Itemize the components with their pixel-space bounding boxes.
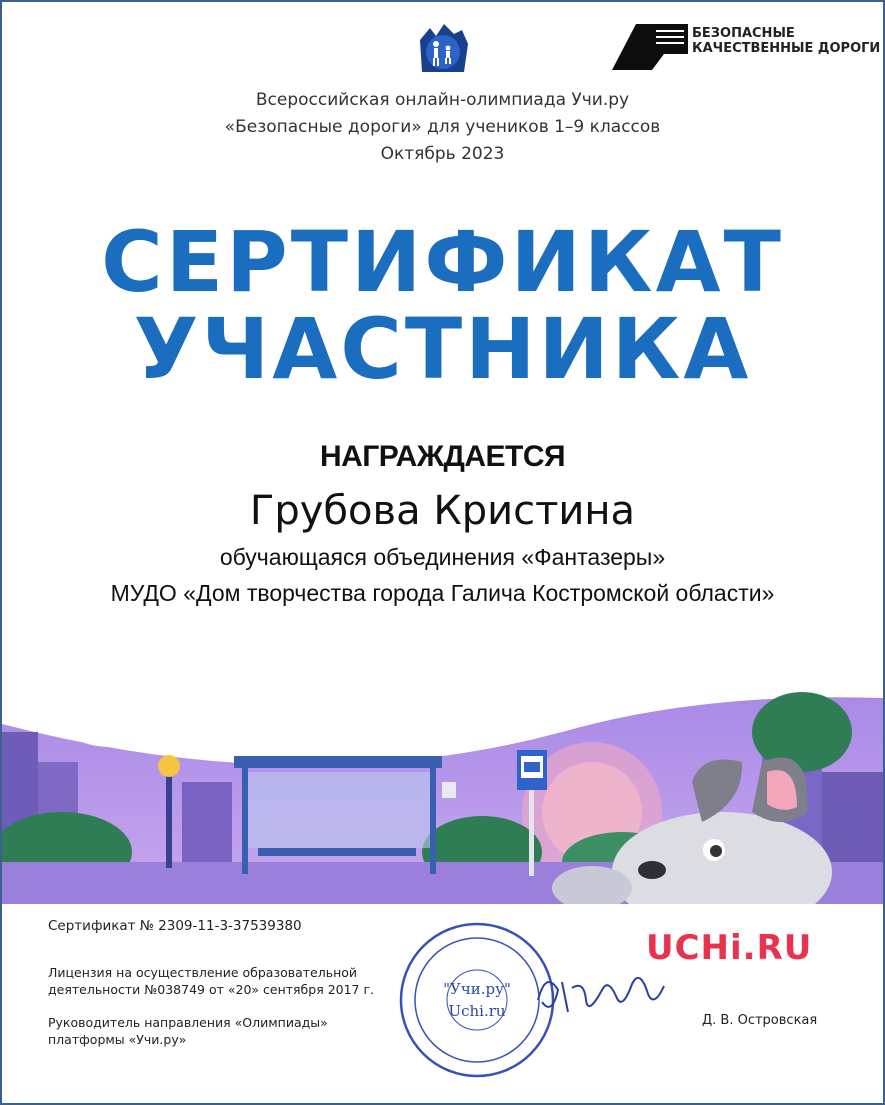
olympiad-date: Октябрь 2023 (380, 144, 505, 164)
olympiad-line2: «Безопасные дороги» для учеников 1–9 классов (224, 117, 661, 137)
license-line1: Лицензия на осуществление образовательной (48, 965, 358, 980)
project-title-line2: КАЧЕСТВЕННЫЕ ДОРОГИ (692, 41, 881, 56)
recipient-organization: МУДО «Дом творчества города Галича Костромской области» (110, 580, 775, 606)
olympiad-line1: Всероссийская онлайн-олимпиада Учи.ру (255, 90, 630, 110)
bus-stop-sign-icon (517, 750, 547, 790)
head-line2: платформы «Учи.ру» (48, 1032, 187, 1047)
signatory-name: Д. В. Островская (702, 1013, 818, 1028)
certificate-number: Сертификат № 2309-11-3-37539380 (48, 918, 302, 934)
license-info (48, 964, 374, 998)
certificate-title-line2: УЧАСТНИКА (133, 300, 752, 398)
bus-stop-illustration (2, 692, 883, 904)
stamp-text-line2: Uchi.ru (448, 1002, 506, 1020)
recipient-name: Грубова Кристина (249, 488, 636, 534)
awarded-label: НАГРАЖДАЕТСЯ (319, 440, 566, 473)
uchi-ru-logo: UCHi.RU (646, 928, 813, 968)
head-line1: Руководитель направления «Олимпиады» (48, 1015, 328, 1030)
head-title (48, 1014, 328, 1048)
license-line2: деятельности №038749 от «20» сентября 2017 г. (48, 982, 375, 997)
stamp-text-line1: "Учи.ру" (443, 980, 511, 998)
project-title (692, 26, 880, 56)
recipient-affiliation: обучающаяся объединения «Фантазеры» (219, 544, 666, 570)
signature (532, 960, 672, 1024)
certificate-title-line1: СЕРТИФИКАТ (101, 213, 784, 311)
family-pedestrian-icon (412, 22, 474, 74)
project-title-line1: БЕЗОПАСНЫЕ (692, 26, 795, 41)
national-projects-flag-icon (612, 24, 688, 70)
